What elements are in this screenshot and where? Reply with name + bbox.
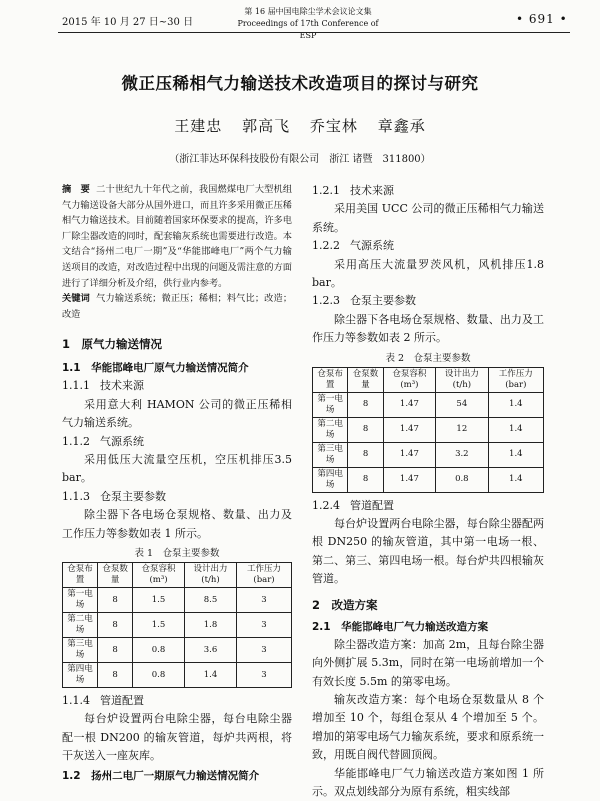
table-cell: 1.4 [488, 392, 543, 417]
table-cell: 8 [98, 663, 133, 688]
paragraph: 采用高压大流量罗茨风机，风机排压1.8 bar。 [312, 257, 544, 290]
heading-title: 管道配置 [350, 498, 394, 512]
table-cell: 8 [348, 417, 383, 442]
heading-number: 1.1.3 [62, 489, 90, 503]
table-cell: 0.8 [133, 638, 185, 663]
table-header-cell: 设计出力(t/h) [184, 563, 236, 588]
author: 章鑫承 [377, 117, 426, 135]
table-cell: 8 [348, 392, 383, 417]
table-cell: 1.8 [184, 613, 236, 638]
table-cell: 第一电场 [63, 588, 98, 613]
table-cell: 8 [98, 638, 133, 663]
left-column [62, 182, 292, 785]
author: 王建忠 [174, 117, 223, 135]
abstract-label: 摘 要 [62, 184, 91, 195]
table-cell: 3 [237, 663, 292, 688]
table-cell: 0.8 [436, 467, 489, 492]
affiliation: （浙江菲达环保科技股份有限公司 浙江 诸暨 311800） [169, 154, 431, 165]
table-row [313, 442, 544, 467]
table-header-cell: 工作压力(bar) [488, 367, 543, 392]
table-cell: 3 [237, 613, 292, 638]
paragraph: 除尘器改造方案：加高 2m，且每台除尘器向外侧扩展 5.3m，同时在第一电场前增加一个有效长度 5.5m 的第零电场。 [312, 637, 544, 688]
table-cell: 8 [348, 442, 383, 467]
table-row [63, 638, 292, 663]
paragraph: 除尘器下各电场仓泵规格、数量、出力及工作压力等参数如表 1 所示。 [62, 508, 292, 540]
table-cell: 1.4 [488, 417, 543, 442]
heading-number: 1.1.2 [62, 434, 90, 448]
pump-parameters-table-1 [62, 562, 292, 688]
paragraph: 每台炉设置两台电除尘器，每台除尘器配两根 DN250 的输灰管道，其中第一电场一根、第二、第三、第四电场一根。每台炉共四根输灰管道。 [312, 517, 544, 586]
subsubsection-heading [62, 377, 292, 395]
author-list [0, 115, 600, 136]
table-row [63, 613, 292, 638]
table-cell: 12 [436, 417, 489, 442]
keywords-text: 气力输送系统；微正压；稀相；料气比；改造；改造 [62, 293, 293, 320]
subsubsection-heading [62, 433, 292, 451]
abstract [62, 182, 292, 291]
heading-number: 1.2.1 [312, 184, 340, 197]
table-row [313, 392, 544, 417]
paragraph: 华能邯峰电厂气力输送改造方案如图 1 所示。双点划线部分为原有系统，粗实线部 [312, 766, 544, 798]
table-header-cell: 仓泵容积(m³) [133, 563, 185, 588]
running-header-proceedings [228, 6, 388, 42]
subsection-heading: 1.2 扬州二电厂一期原气力输送情况简介 [62, 769, 260, 782]
paragraph: 采用低压大流量空压机，空压机排压3.5 bar。 [62, 452, 292, 485]
table-header-cell: 仓泵容积(m³) [383, 367, 435, 392]
table-row [313, 417, 544, 442]
table-caption: 表 1 仓泵主要参数 [134, 548, 220, 559]
table-header-cell: 设计出力(t/h) [436, 367, 489, 392]
table-cell: 第四电场 [63, 663, 98, 688]
heading-title: 管道配置 [100, 694, 144, 707]
section-heading: 1 原气力输送情况 [62, 337, 163, 352]
right-column [312, 182, 544, 801]
page-number: • 691 • [516, 12, 568, 26]
section-heading: 2 改造方案 [312, 597, 378, 612]
table-cell: 第三电场 [313, 442, 348, 467]
table-cell: 1.4 [184, 663, 236, 688]
table-cell: 第一电场 [313, 392, 348, 417]
subsubsection-heading [62, 488, 292, 506]
table-cell: 1.4 [488, 467, 543, 492]
table-cell: 1.5 [133, 588, 185, 613]
table-cell: 3 [237, 588, 292, 613]
table-row [63, 588, 292, 613]
paragraph: 每台炉设置两台电除尘器，每台电除尘器配一根 DN200 的输灰管道，每炉共两根，将干灰送入一座灰库。 [62, 712, 292, 763]
heading-title: 气源系统 [100, 434, 144, 448]
header-rule [58, 32, 570, 33]
heading-title: 气源系统 [350, 239, 394, 253]
heading-title: 技术来源 [350, 184, 394, 197]
table-header-cell: 仓泵数量 [98, 563, 133, 588]
table-cell: 1.4 [488, 442, 543, 467]
table-cell: 1.5 [133, 613, 185, 638]
heading-number: 1.1.1 [62, 379, 90, 393]
table-cell: 1.47 [383, 467, 435, 492]
table-cell: 54 [436, 392, 489, 417]
table-cell: 8 [348, 467, 383, 492]
keywords [62, 291, 292, 322]
subsubsection-heading [312, 497, 544, 515]
heading-number: 1.2.3 [312, 294, 340, 308]
table-cell: 1.47 [383, 417, 435, 442]
table-cell: 0.8 [133, 663, 185, 688]
table-header-cell: 仓泵布置 [63, 563, 98, 588]
paper-title: 微正压稀相气力输送技术改造项目的探讨与研究 [121, 74, 479, 93]
running-header-date: 2015 年 10 月 27 日~30 日 [62, 17, 194, 28]
table-header-cell: 仓泵布置 [313, 367, 348, 392]
subsubsection-heading [312, 182, 544, 200]
table-header-row [313, 367, 544, 392]
table-header-row [63, 563, 292, 588]
proceedings-title-en: Proceedings of 17th Conference of ESP [237, 19, 379, 40]
heading-number: 1.2.2 [312, 239, 340, 253]
table-cell: 8 [98, 588, 133, 613]
subsection-heading: 1.1 华能邯峰电厂原气力输送情况简介 [62, 362, 249, 375]
table-header-cell: 工作压力(bar) [237, 563, 292, 588]
abstract-text: 二十世纪九十年代之前，我国燃煤电厂大型机组气力输送设备大部分从国外进口，而且许多采用微正压稀相气力输送技术。目前随着国家环保要求的提高，许多电厂除尘器改造的同时，配套输灰系统也需要进行改造。本文结合“扬州二电厂一期”及“华能邯峰电厂”两个气力输送项目的改造，对改造过程中出现的问题及需注意的方面进行了详细分析及介绍，供行业内参考。 [62, 184, 293, 289]
table-caption: 表 2 仓泵主要参数 [385, 352, 471, 364]
table-cell: 第四电场 [313, 467, 348, 492]
table-cell: 第三电场 [63, 638, 98, 663]
heading-title: 仓泵主要参数 [100, 489, 166, 503]
table-cell: 第二电场 [63, 613, 98, 638]
paragraph: 输灰改造方案：每个电场仓泵数量从 8 个增加至 10 个，每组仓泵从 4 个增加至 5 个。增加的第零电场气力输灰系统，要求和原系统一致，用既自阀代替圆顶阀。 [312, 692, 544, 762]
subsubsection-heading [62, 692, 292, 710]
heading-number: 1.1.4 [62, 694, 90, 707]
heading-number: 1.2.4 [312, 498, 340, 512]
table-cell: 第二电场 [313, 417, 348, 442]
heading-title: 技术来源 [100, 379, 144, 393]
subsubsection-heading [312, 292, 544, 310]
author: 乔宝林 [309, 117, 358, 135]
table-cell: 3 [237, 638, 292, 663]
subsubsection-heading [312, 237, 544, 255]
subsection-heading: 2.1 华能邯峰电厂气力输送改造方案 [312, 620, 489, 633]
table-cell: 8 [98, 613, 133, 638]
paragraph: 采用意大利 HAMON 公司的微正压稀相气力输送系统。 [62, 397, 292, 430]
table-cell: 1.47 [383, 442, 435, 467]
table-row [63, 663, 292, 688]
author: 郭高飞 [242, 117, 291, 135]
table-row [313, 467, 544, 492]
table-cell: 1.47 [383, 392, 435, 417]
pump-parameters-table-2 [312, 367, 544, 493]
table-header-cell: 仓泵数量 [348, 367, 383, 392]
paragraph: 除尘器下各电场仓泵规格、数量、出力及工作压力等参数如表 2 所示。 [312, 312, 544, 345]
table-cell: 3.6 [184, 638, 236, 663]
proceedings-title-cn: 第 16 届中国电除尘学术会议论文集 [244, 7, 372, 16]
keywords-label: 关键词 [62, 293, 91, 305]
table-cell: 8.5 [184, 588, 236, 613]
table-cell: 3.2 [436, 442, 489, 467]
paragraph: 采用美国 UCC 公司的微正压稀相气力输送系统。 [312, 202, 544, 234]
heading-title: 仓泵主要参数 [350, 294, 416, 308]
